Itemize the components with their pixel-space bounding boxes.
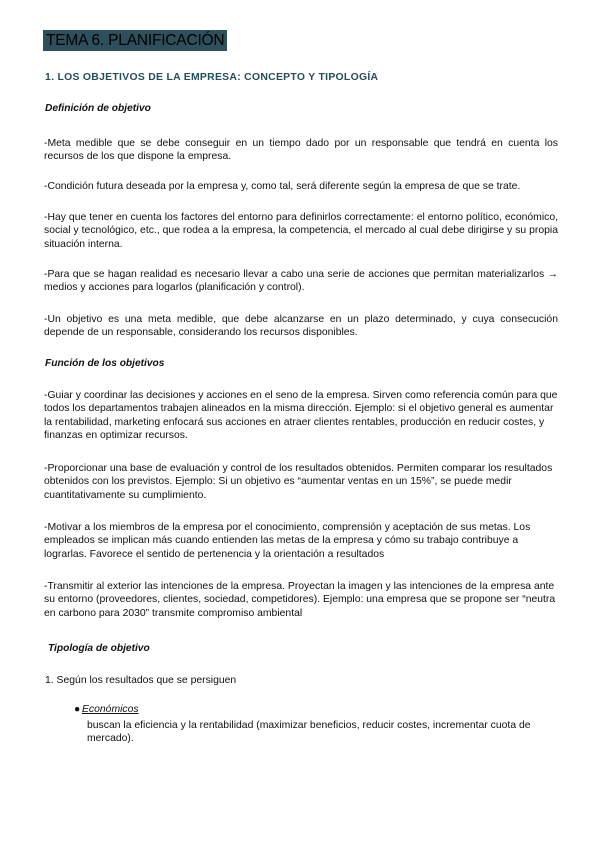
typology-item-1: 1. Según los resultados que se persiguen: [45, 675, 237, 686]
function-paragraph-1: -Guiar y coordinar las decisiones y acciones en el seno de la empresa. Sirven como referencia común para que todos los departamentos trabajen alineados en la misma dirección. Ejemplo: si el objetivo general es aumentar la rentabilidad, marketing enfocará sus acciones en atraer clientes rentables, producción en reducir costes, y finanzas en optimizar recursos.: [44, 390, 558, 442]
bullet-item: [74, 703, 139, 716]
bullet-label: Económicos: [82, 704, 139, 715]
function-paragraph-2: -Proporcionar una base de evaluación y control de los resultados obtenidos. Permiten comparar los resultados obtenidos con los previstos. Ejemplo: Si un objetivo es “aumentar ventas en un 15%”, se puede medir cuantitativamente su cumplimiento.: [44, 463, 553, 501]
definition-paragraph-4: -Para que se hagan realidad es necesario llevar a cabo una serie de acciones que permitan materializarlos → medios y acciones para logarlos (planificación y control).: [44, 269, 558, 294]
definition-paragraph-3: -Hay que tener en cuenta los factores del entorno para definirlos correctamente: el entorno político, económico, social y tecnológico, etc., que rodea a la empresa, la competencia, el mercado al cual debe dirigirse y su propia situación interna.: [44, 212, 558, 250]
bullet-description: buscan la eficiencia y la rentabilidad (maximizar beneficios, reducir costes, incrementar cuota de mercado).: [87, 720, 531, 745]
function-paragraph-4: -Transmitir al exterior las intenciones de la empresa. Proyectan la imagen y las intenciones de la empresa ante su entorno (proveedores, clientes, sociedad, competidores). Ejemplo: una empresa que se propone ser “neutra en carbono para 2030” transmite compromiso ambiental: [44, 581, 556, 619]
definition-paragraph-2: -Condición futura deseada por la empresa y, como tal, será diferente según la empresa de que se trate.: [44, 181, 521, 192]
section-heading: 1. LOS OBJETIVOS DE LA EMPRESA: CONCEPTO Y TIPOLOGÍA: [45, 72, 379, 83]
definition-paragraph-1: -Meta medible que se debe conseguir en un tiempo dado por un responsable que tendrá en cuenta los recursos de los que dispone la empresa.: [44, 138, 558, 163]
bullet-dot-icon: ●: [74, 704, 81, 715]
typology-heading: Tipología de objetivo: [48, 643, 150, 654]
page-title: TEMA 6. PLANIFICACIÓN: [43, 30, 227, 51]
function-paragraph-3: -Motivar a los miembros de la empresa por el conocimiento, comprensión y aceptación de sus metas. Los empleados se implican más cuando entienden las metas de la empresa y cómo su trabajo contribuye a lograrlas. Favorece el sentido de pertenencia y la orientación a resultados: [44, 522, 531, 560]
definition-heading: Definición de objetivo: [45, 103, 151, 114]
definition-paragraph-5: -Un objetivo es una meta medible, que debe alcanzarse en un plazo determinado, y cuya consecución depende de un responsable, considerando los recursos disponibles.: [44, 314, 558, 339]
function-heading: Función de los objetivos: [45, 358, 165, 369]
